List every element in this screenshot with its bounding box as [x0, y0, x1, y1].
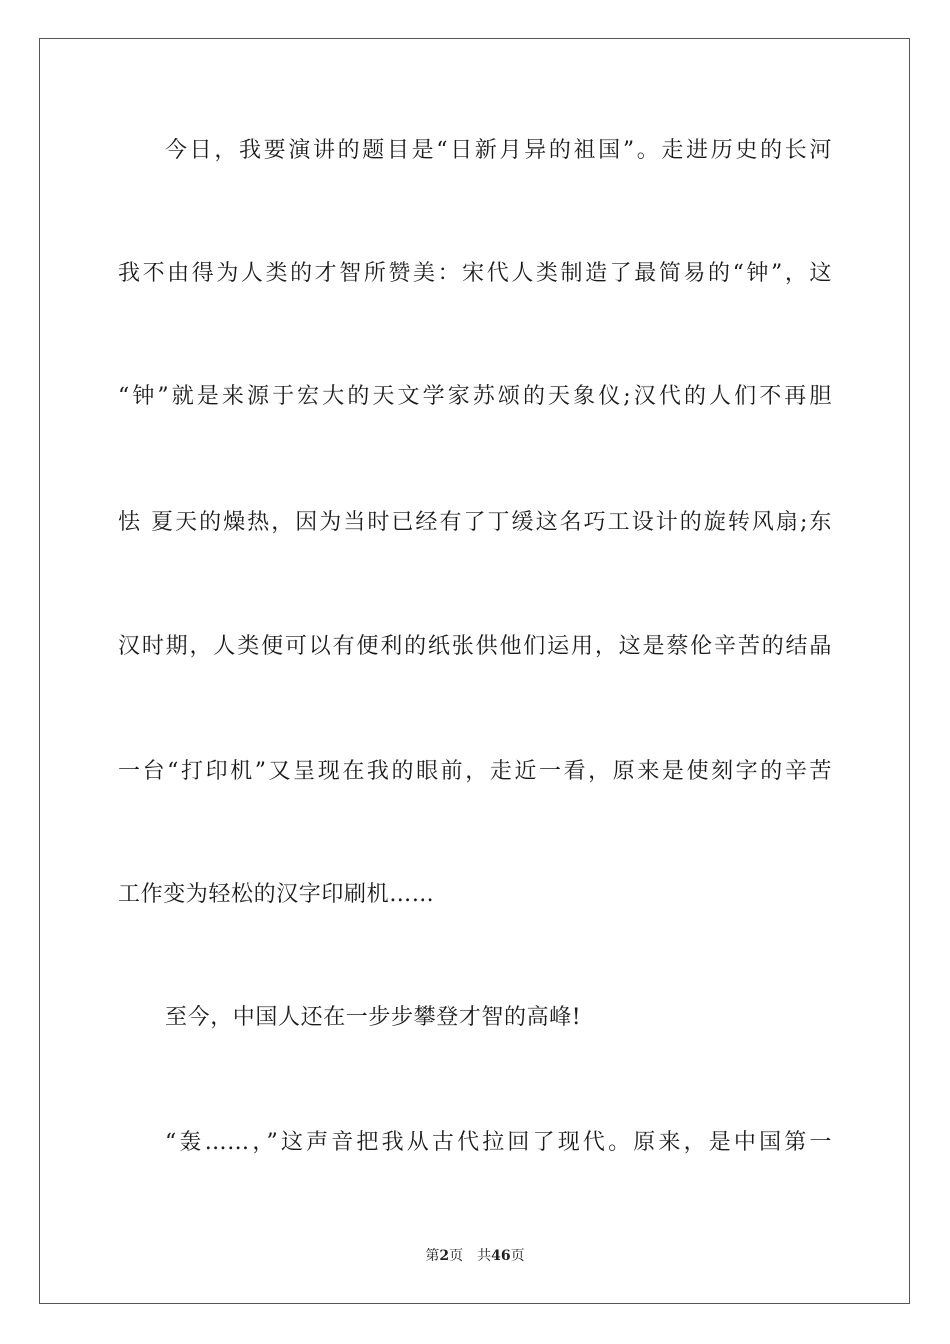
total-pages: 46: [491, 1248, 511, 1264]
page-suffix: 页: [449, 1248, 464, 1264]
body-line-7: 工作变为轻松的汉字印刷机……: [118, 882, 435, 907]
body-line-5: 汉时期，人类便可以有便利的纸张供他们运用，这是蔡伦辛苦的结晶: [118, 634, 832, 659]
body-line-8: 至今，中国人还在一步步攀登才智的高峰!: [165, 1005, 582, 1030]
page-footer: [0, 1247, 950, 1265]
body-line-6: 一台“打印机”又呈现在我的眼前，走近一看，原来是使刻字的辛苦: [118, 759, 832, 784]
page-border: [39, 38, 910, 1304]
body-line-9: “轰……，”这声音把我从古代拉回了现代。原来，是中国第一: [165, 1130, 832, 1155]
body-line-2: 我不由得为人类的才智所赞美：宋代人类制造了最简易的“钟”，这: [118, 261, 832, 286]
body-line-1: 今日，我要演讲的题目是“日新月异的祖国”。走进历史的长河: [165, 138, 832, 163]
page-prefix: 第: [425, 1248, 440, 1264]
body-line-4: 怯 夏天的燥热，因为当时已经有了丁缓这名巧工设计的旋转风扇;东: [118, 510, 832, 535]
total-prefix: 共: [477, 1248, 492, 1264]
page-number: 2: [439, 1248, 450, 1264]
total-suffix: 页: [510, 1248, 525, 1264]
body-line-3: “钟”就是来源于宏大的天文学家苏颂的天象仪;汉代的人们不再胆: [118, 384, 832, 409]
